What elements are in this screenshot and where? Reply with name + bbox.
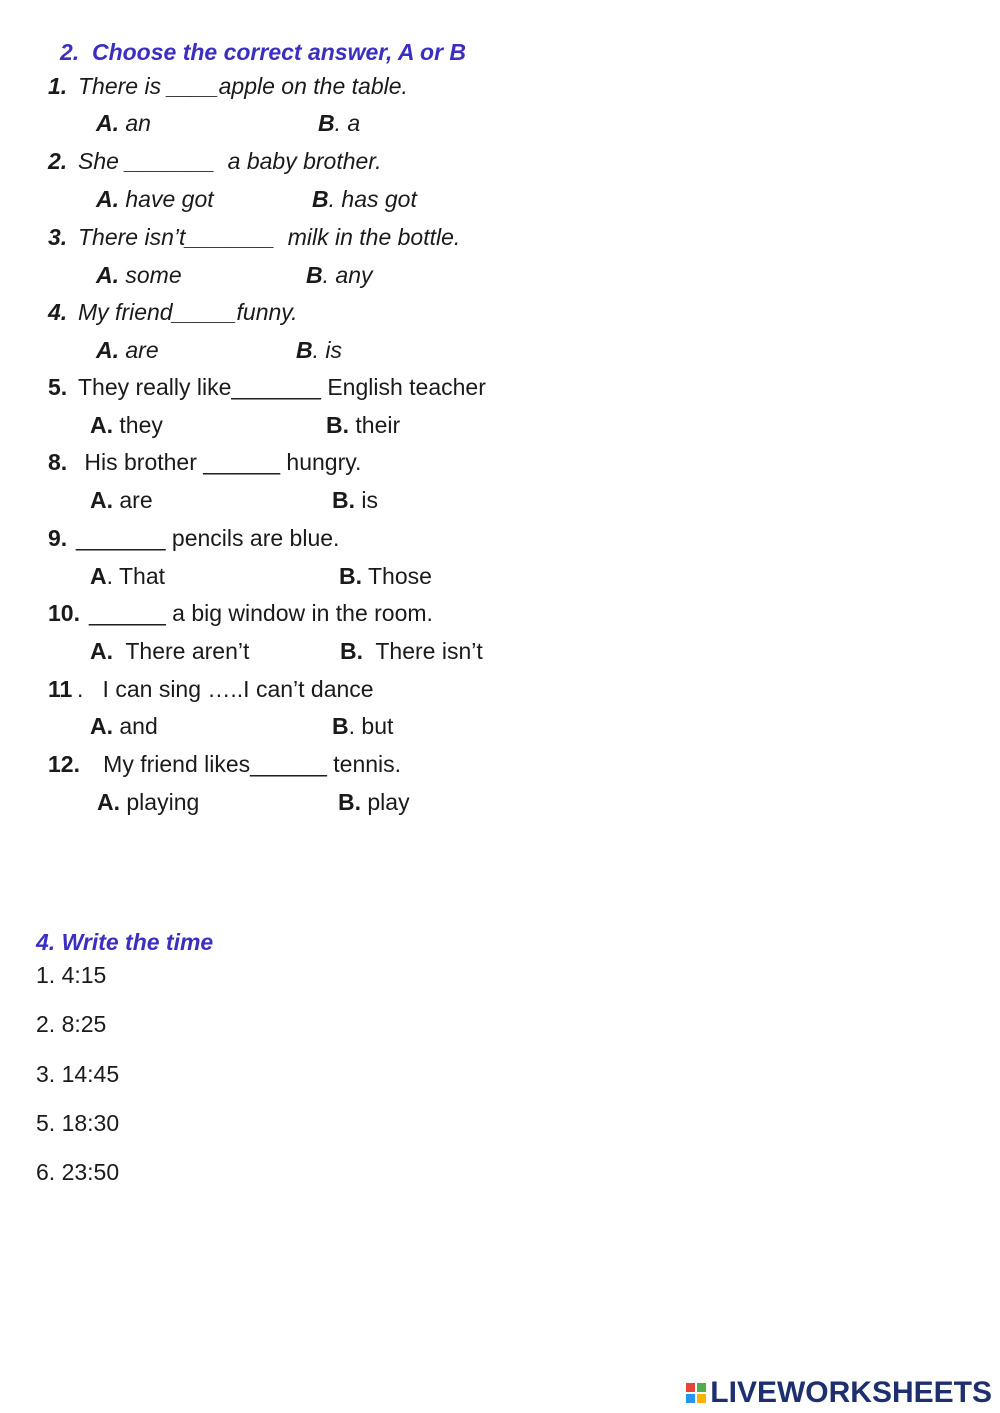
option-b[interactable] <box>339 562 432 590</box>
option-a[interactable] <box>96 109 151 137</box>
option-b[interactable] <box>312 185 417 213</box>
option-a-label: A. <box>96 110 119 136</box>
question-number: 10. <box>48 600 80 626</box>
option-a-text: have got <box>119 186 214 212</box>
time-item: 3. 14:45 <box>36 1061 120 1087</box>
option-a[interactable] <box>90 637 249 665</box>
option-a-label: A. <box>96 262 119 288</box>
option-b[interactable] <box>338 788 410 816</box>
option-b[interactable] <box>332 712 393 740</box>
option-a-label: A. <box>90 487 113 513</box>
option-a-label: A. <box>97 789 120 815</box>
section-4-title: 4. Write the time <box>36 929 214 955</box>
time-item: 6. 23:50 <box>36 1159 120 1185</box>
option-b[interactable] <box>306 261 373 289</box>
question-text: My friend likes______ tennis. <box>84 751 402 777</box>
option-b-text: . but <box>348 713 394 739</box>
option-b-label: B. <box>326 412 349 438</box>
option-a-label: A. <box>96 337 119 363</box>
option-b-label: B <box>332 713 349 739</box>
question-number: 4. <box>48 299 68 325</box>
option-a-text: and <box>113 713 158 739</box>
option-b[interactable] <box>318 109 360 137</box>
question-text: ______ a big window in the room. <box>89 600 433 626</box>
question-text: His brother ______ hungry. <box>78 449 362 475</box>
option-a[interactable] <box>96 336 159 364</box>
logo-text: LIVEWORKSHEETS <box>710 1376 992 1409</box>
time-item: 1. 4:15 <box>36 962 107 988</box>
option-b-text: . is <box>312 337 343 363</box>
question-number: 2. <box>48 148 68 174</box>
option-b-label: B <box>312 186 329 212</box>
option-a-label: A. <box>96 186 119 212</box>
option-a-text: are <box>119 337 159 363</box>
option-b-text: . any <box>322 262 373 288</box>
question-text: They really like_______ English teacher <box>78 374 486 400</box>
option-a-text: an <box>119 110 151 136</box>
question-text: My friend_____funny. <box>78 299 298 325</box>
option-a[interactable] <box>96 261 182 289</box>
time-item: 2. 8:25 <box>36 1011 107 1037</box>
option-a-label: A. <box>90 713 113 739</box>
question-text: There isn’t_______ milk in the bottle. <box>78 224 461 250</box>
option-b[interactable] <box>332 486 378 514</box>
option-b-label: B <box>296 337 313 363</box>
option-a-text: There aren’t <box>113 638 250 664</box>
option-a[interactable] <box>90 562 165 590</box>
option-b-label: B <box>306 262 323 288</box>
logo-grid-icon <box>686 1383 706 1403</box>
option-b-text: . a <box>334 110 361 136</box>
option-a-text: some <box>119 262 182 288</box>
question-number: 9. <box>48 525 68 551</box>
option-b-text: Those <box>362 563 432 589</box>
option-b[interactable] <box>296 336 342 364</box>
option-b-text: . has got <box>328 186 417 212</box>
option-a[interactable] <box>96 185 214 213</box>
option-b[interactable] <box>340 637 483 665</box>
question-number: 8. <box>48 449 68 475</box>
question-number: 11 <box>48 676 73 702</box>
option-b-text: play <box>361 789 410 815</box>
option-a[interactable] <box>90 411 163 439</box>
option-b-label: B. <box>340 638 363 664</box>
option-a-text: . That <box>106 563 166 589</box>
option-b-label: B. <box>339 563 362 589</box>
question-text: . I can sing …..I can’t dance <box>77 676 374 702</box>
question-number: 3. <box>48 224 68 250</box>
question-text: There is ____apple on the table. <box>78 73 408 99</box>
option-b-text: their <box>349 412 401 438</box>
option-a[interactable] <box>97 788 199 816</box>
option-b-label: B. <box>338 789 361 815</box>
question-number: 12. <box>48 751 80 777</box>
question-text: _______ pencils are blue. <box>76 525 340 551</box>
option-a-label: A. <box>90 638 113 664</box>
option-a-label: A. <box>90 412 113 438</box>
option-b-text: There isn’t <box>363 638 483 664</box>
option-b-text: is <box>355 487 378 513</box>
time-item: 5. 18:30 <box>36 1110 120 1136</box>
option-a[interactable] <box>90 712 158 740</box>
option-b[interactable] <box>326 411 400 439</box>
question-number: 5. <box>48 374 68 400</box>
option-a-text: are <box>113 487 153 513</box>
question-text: She _______ a baby brother. <box>78 148 382 174</box>
option-a[interactable] <box>90 486 153 514</box>
question-number: 1. <box>48 73 68 99</box>
option-b-label: B. <box>332 487 355 513</box>
option-a-text: playing <box>120 789 200 815</box>
section-2-title: 2. Choose the correct answer, A or B <box>60 39 467 65</box>
option-a-label: A <box>90 563 107 589</box>
liveworksheets-logo <box>686 1376 992 1410</box>
option-a-text: they <box>113 412 163 438</box>
option-b-label: B <box>318 110 335 136</box>
